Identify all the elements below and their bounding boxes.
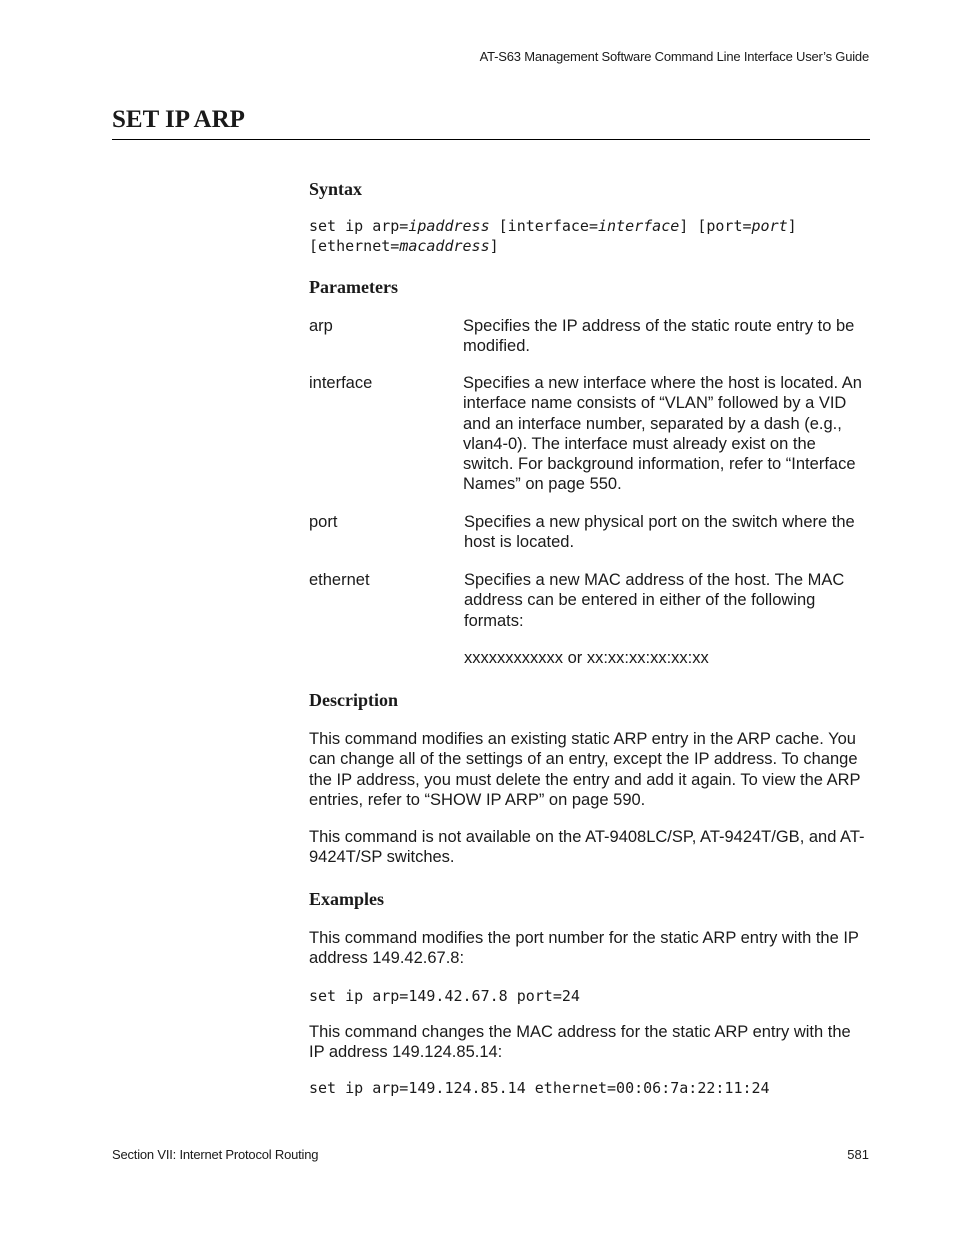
example-1-wrap <box>309 928 870 969</box>
param-desc-port: Specifies a new physical port on the switch where the host is located. <box>464 513 855 552</box>
parameters-heading: Parameters <box>309 277 398 297</box>
description-paragraph-1-wrap <box>309 729 870 810</box>
syntax-line-2-literal-2: ] <box>489 237 499 255</box>
param-name-port: port <box>309 513 338 531</box>
syntax-line-1-literal-2: [interface= <box>489 217 598 235</box>
param-name-interface: interface <box>309 374 373 392</box>
example-2-text: This command changes the MAC address for the static ARP entry with the IP address 149.124.85.14: <box>309 1023 851 1062</box>
param-name-ethernet: ethernet <box>309 571 370 589</box>
example-1-text: This command modifies the port number for the static ARP entry with the IP address 149.42.67.8: <box>309 929 859 968</box>
syntax-line-1-placeholder-1: ipaddress <box>408 217 490 235</box>
title-rule <box>112 139 870 140</box>
param-desc-ethernet: Specifies a new MAC address of the host. The MAC address can be entered in either of the following formats: <box>464 571 845 630</box>
param-name-arp: arp <box>309 317 333 335</box>
syntax-line-1-literal-4: ] [port= <box>679 217 752 235</box>
description-section <box>309 690 870 711</box>
description-heading: Description <box>309 690 398 710</box>
description-paragraph-1: This command modifies an existing static ARP entry in the ARP cache. You can change all of the settings of an entry, except the IP address. To change the IP address, you must delete the entry and add it again. To view the ARP entries, refer to “SHOW IP ARP” on page 590. <box>309 730 861 809</box>
param-desc-interface: Specifies a new interface where the host is located. An interface name consists of “VLAN” followed by a VID and an interface number, separated by a dash (e.g., vlan4-0). The interface must already exist on the switch. For background information, refer to “Interface Names” on page 550. <box>463 374 862 494</box>
example-2-wrap <box>309 1022 870 1063</box>
syntax-section <box>309 179 870 200</box>
description-paragraph-2: This command is not available on the AT-9408LC/SP, AT-9424T/GB, and AT-9424T/SP switches. <box>309 828 865 867</box>
footer-section-title: Section VII: Internet Protocol Routing <box>112 1147 319 1162</box>
description-paragraph-2-wrap <box>309 827 870 868</box>
param-desc-arp: Specifies the IP address of the static route entry to be modified. <box>463 317 855 356</box>
examples-heading: Examples <box>309 889 385 909</box>
example-1-code-wrap <box>309 986 870 1006</box>
page-title: SET IP ARP <box>112 106 245 133</box>
syntax-line-1-placeholder-3: interface <box>598 217 680 235</box>
syntax-line-2 <box>309 236 870 256</box>
syntax-line-1 <box>309 216 870 236</box>
examples-section <box>309 889 870 910</box>
syntax-line-2-literal-0: [ethernet= <box>309 237 400 255</box>
syntax-code <box>309 216 870 256</box>
syntax-line-1-placeholder-5: port <box>751 217 788 235</box>
syntax-line-1-literal-6: ] <box>787 217 797 235</box>
example-1-code: set ip arp=149.42.67.8 port=24 <box>309 987 580 1005</box>
syntax-heading: Syntax <box>309 179 363 199</box>
example-2-code-wrap <box>309 1078 870 1098</box>
syntax-line-1-literal-0: set ip arp= <box>309 217 409 235</box>
parameters-section <box>309 277 870 298</box>
syntax-line-2-placeholder-1: macaddress <box>399 237 490 255</box>
footer-page-number: 581 <box>847 1147 869 1162</box>
mac-format-example: xxxxxxxxxxxx or xx:xx:xx:xx:xx:xx <box>464 649 709 667</box>
example-2-code: set ip arp=149.124.85.14 ethernet=00:06:7a:22:11:24 <box>309 1079 770 1097</box>
running-header: AT-S63 Management Software Command Line Interface User’s Guide <box>479 49 869 64</box>
